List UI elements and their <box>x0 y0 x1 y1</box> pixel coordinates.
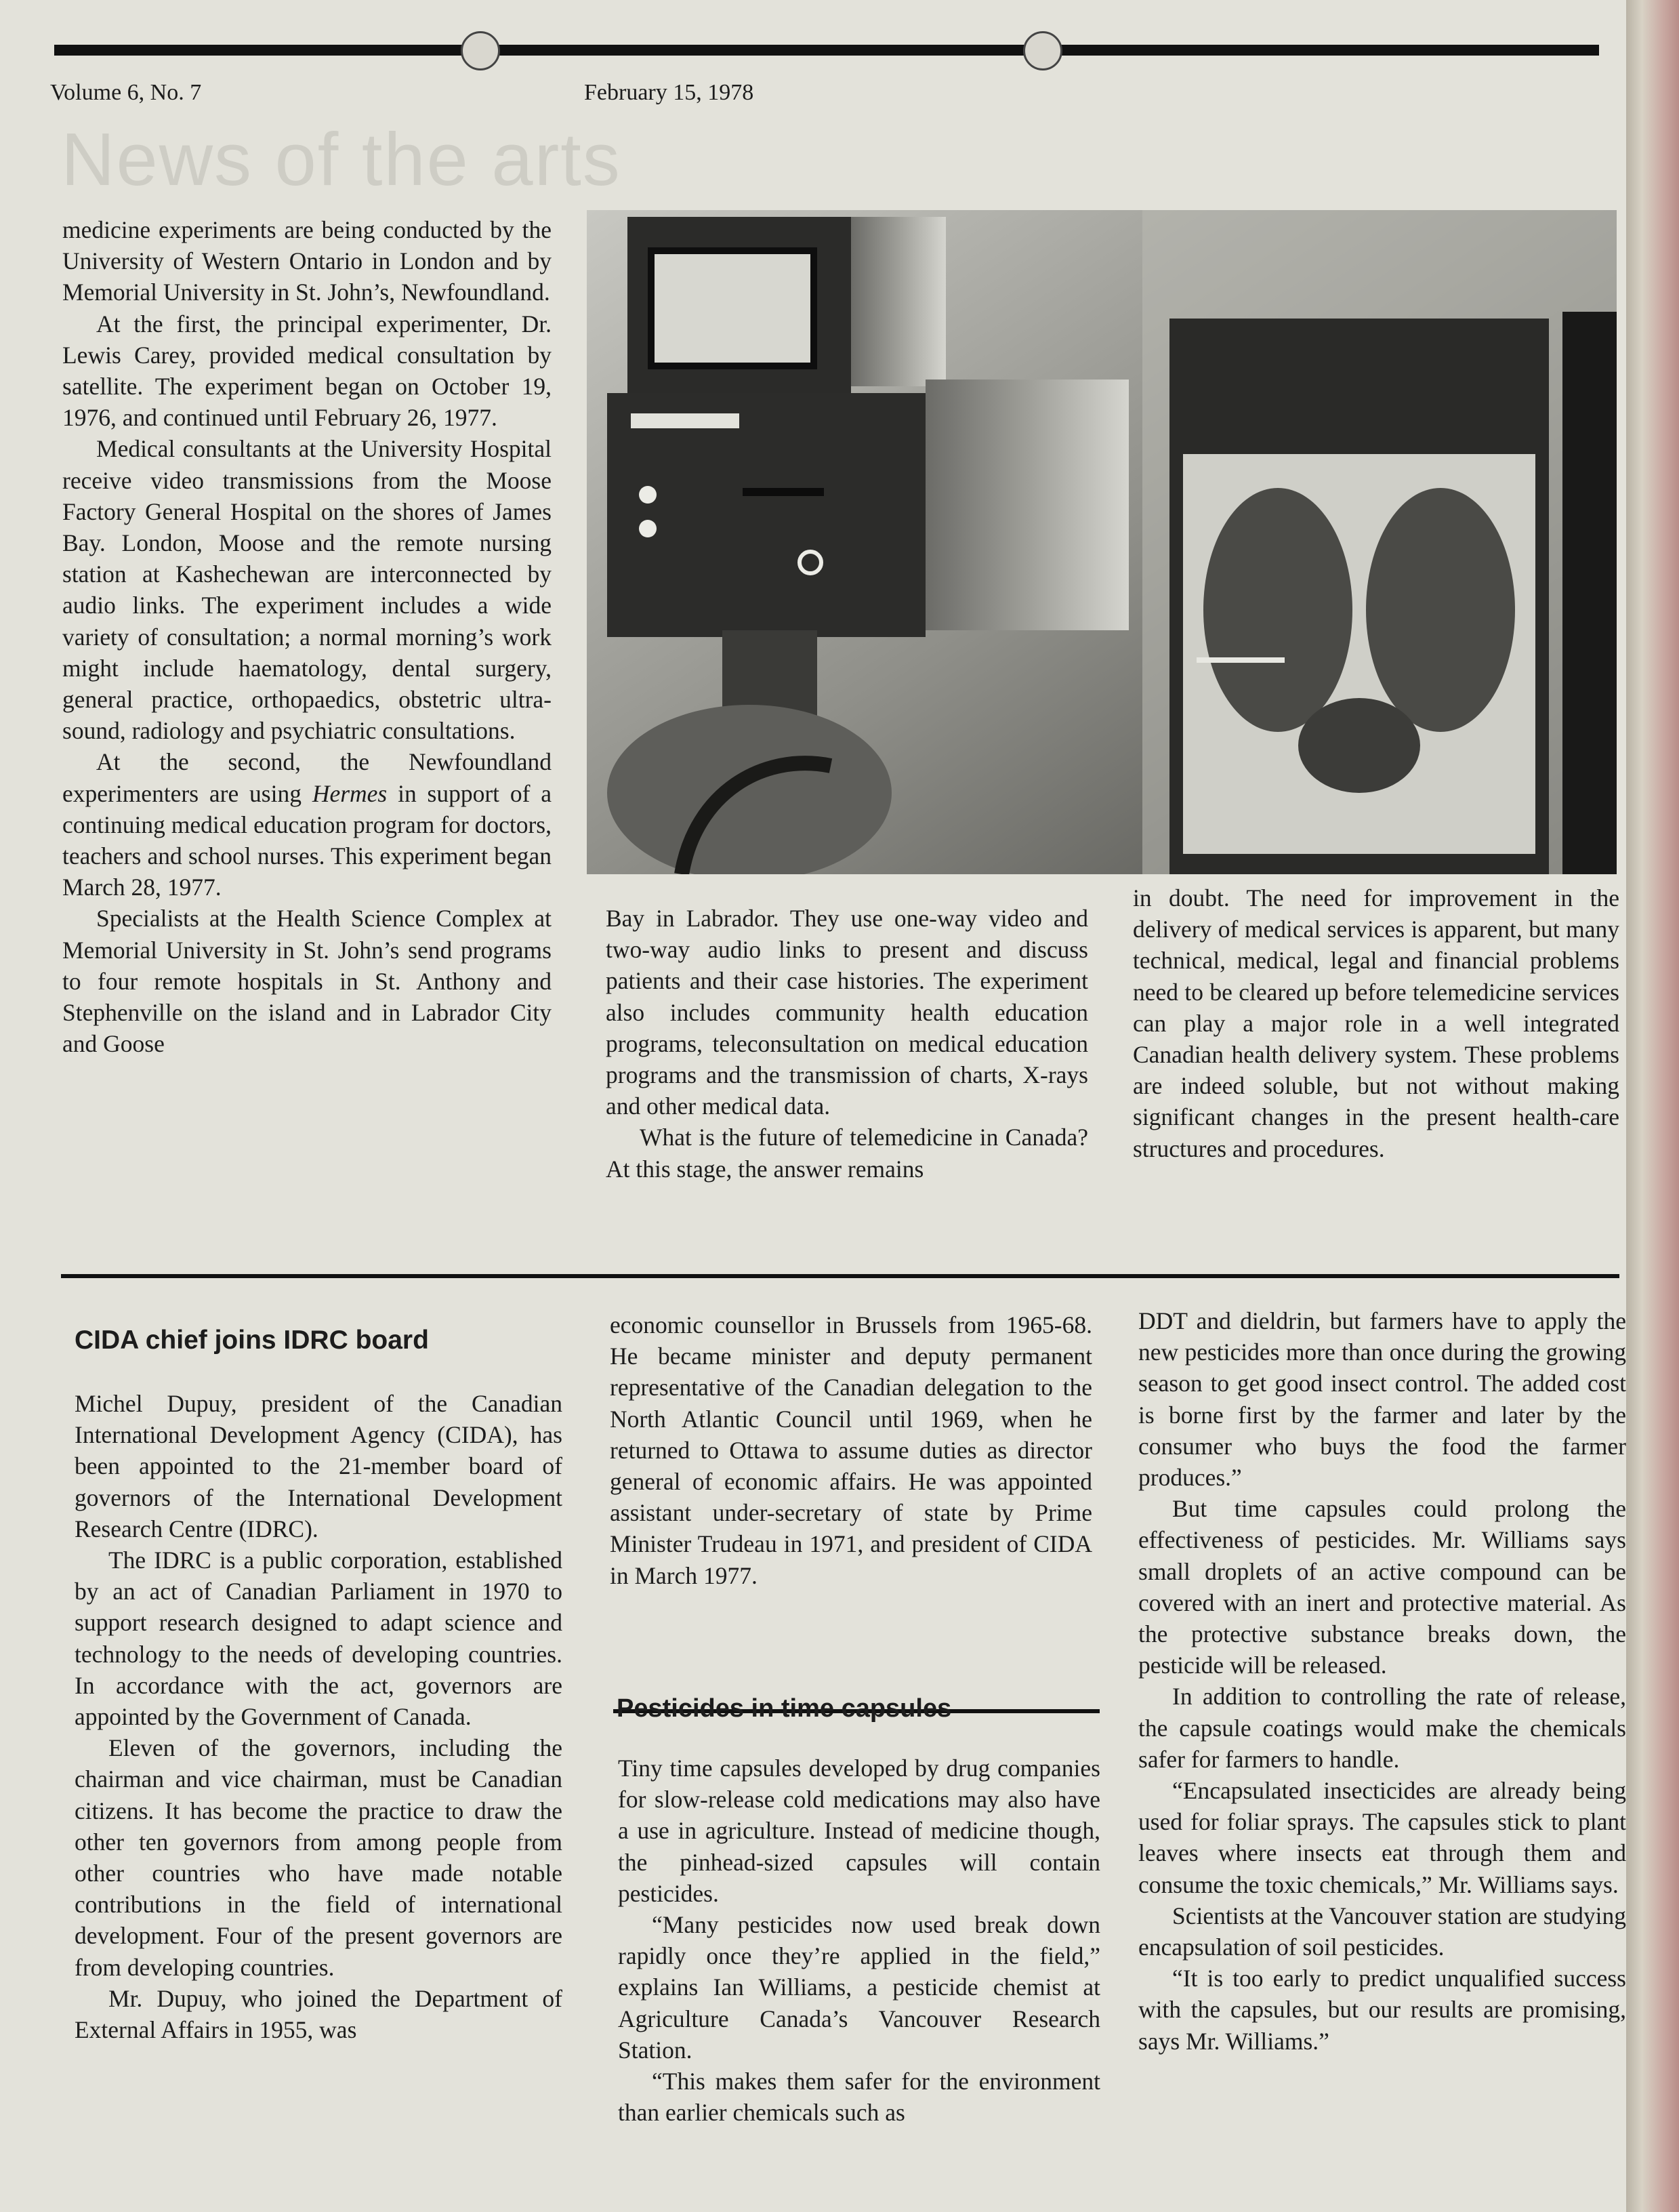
paragraph: Bay in Labrador. They use one-way video and two-way audio links to present and discuss patients and their case histories. The experiment also includes community health education programs, teleconsultation on medical education programs and the transmission of charts, X-rays and other medical data. <box>606 905 1088 1120</box>
paragraph: What is the future of telemedicine in Canada? At this stage, the answer remains <box>606 1124 1088 1183</box>
paragraph: Scientists at the Vancouver station are studying encapsulation of soil pesticides. <box>1138 1902 1626 1961</box>
paragraph: Eleven of the governors, including the chairman and vice chairman, must be Canadian citizens. It has become the practice to draw the other ten governors from among people from other countries who have made notable contributions in the field of international development. Four of the present governors are from developing countries. <box>75 1734 562 1981</box>
text-run: in support of a continuing medical education program for doctors, teachers and school nurses. This experiment began March 28, 1977. <box>62 779 552 901</box>
pesticides-headline: Pesticides in time capsules <box>617 1694 952 1723</box>
paragraph: Medical consultants at the University Hospital receive video transmissions from the Moose Factory General Hospital on the shores of James Bay. London, Moose and the remote nursing station at Kashechewan are interconnected by audio links. The experiment includes a wide variety of consultation; a normal morning’s work might include haematology, dental surgery, general practice, orthopaedics, obstetric ultra-sound, radiology and psychiatric consultations. <box>62 435 552 745</box>
paragraph: Specialists at the Health Science Complex at Memorial University in St. John’s send programs to four remote hospitals in St. Anthony and Stephenville on the island and in Labrador City and Goose <box>62 905 552 1058</box>
volume-label: Volume 6, No. 7 <box>50 80 202 105</box>
paragraph <box>62 746 552 903</box>
telemedicine-column-2 <box>606 903 1088 1185</box>
paragraph: In addition to controlling the rate of release, the capsule coatings would make the chemicals safer for farmers to handle. <box>1138 1683 1626 1773</box>
punch-hole-icon <box>461 31 500 70</box>
pesticides-column-2 <box>618 1753 1100 2128</box>
cida-column-2 <box>610 1309 1092 1591</box>
paragraph: economic counsellor in Brussels from 1965-68. He became minister and deputy permanent representative of the Canadian delegation to the North Atlantic Council until 1969, when he returned to Ottawa to assume duties as director general of economic affairs. He was appointed assistant under-secretary of state by Prime Minister Trudeau in 1971, and president of CIDA in March 1977. <box>610 1311 1092 1589</box>
paragraph: At the first, the principal experimenter, Dr. Lewis Carey, provided medical consultation by satellite. The experiment began on October 19, 1976, and continued until February 26, 1977. <box>62 310 552 432</box>
telemedicine-column-3 <box>1133 882 1619 1164</box>
satellite-name: Hermes <box>312 779 388 807</box>
paragraph: But time capsules could prolong the effectiveness of pesticides. Mr. Williams says small droplets of an active compound can be covered with an inert and protective material. As the protective substance breaks down, the pesticide will be released. <box>1138 1495 1626 1679</box>
text-run: At the second, the Newfoundland experimenters are using <box>62 748 552 807</box>
paragraph: in doubt. The need for improvement in the delivery of medical services is apparent, but many technical, medical, legal and financial problems need to be cleared up before telemedicine services can play a major role in a well integrated Canadian health delivery system. These problems are indeed soluble, but not without making significant changes in the present health-care structures and procedures. <box>1133 884 1619 1162</box>
paragraph: “This makes them safer for the environment than earlier chemicals such as <box>618 2068 1100 2127</box>
punch-hole-icon <box>1023 31 1062 70</box>
cida-headline: CIDA chief joins IDRC board <box>75 1326 429 1355</box>
paragraph: medicine experiments are being conducted by the University of Western Ontario in London and by Memorial University in St. John’s, Newfoundland. <box>62 216 552 306</box>
paragraph: DDT and dieldrin, but farmers have to apply the new pesticides more than once during the growing season to get good insect control. The added cost is borne first by the farmer and later by the consumer who buys the food the farmer produces.” <box>1138 1307 1626 1492</box>
paragraph: “It is too early to predict unqualified success with the capsules, but our results are promising, says Mr. Williams.” <box>1138 1965 1626 2055</box>
page-binding-edge <box>1626 0 1679 2212</box>
issue-date: February 15, 1978 <box>584 80 754 105</box>
top-rule <box>54 45 1599 56</box>
cida-column-1 <box>75 1388 562 2045</box>
photo-illustration <box>587 210 1617 874</box>
pesticides-column-3 <box>1138 1305 1626 2057</box>
telemedicine-equipment-photo <box>587 210 1617 874</box>
section-divider <box>61 1274 1619 1278</box>
paragraph: “Encapsulated insecticides are already being used for foliar sprays. The capsules stick to plant leaves where insects eat through them and consume the toxic chemicals,” Mr. Williams says. <box>1138 1777 1626 1898</box>
paragraph: Tiny time capsules developed by drug companies for slow-release cold medications may also have a use in agriculture. Instead of medicine though, the pinhead-sized capsules will contain pesticides. <box>618 1755 1100 1907</box>
paragraph: The IDRC is a public corporation, established by an act of Canadian Parliament in 1970 to support research designed to adapt science and technology to the needs of developing countries. In accordance with the act, governors are appointed by the Government of Canada. <box>75 1547 562 1731</box>
paragraph: “Many pesticides now used break down rapidly once they’re applied in the field,” explains Ian Williams, a pesticide chemist at Agriculture Canada’s Vancouver Research Station. <box>618 1911 1100 2064</box>
paragraph: Michel Dupuy, president of the Canadian International Development Agency (CIDA), has been appointed to the 21-member board of governors of the International Development Research Centre (IDRC). <box>75 1390 562 1542</box>
ghost-title: News of the arts <box>61 118 621 201</box>
telemedicine-column-1 <box>62 214 552 1059</box>
paragraph: Mr. Dupuy, who joined the Department of External Affairs in 1955, was <box>75 1984 562 2044</box>
